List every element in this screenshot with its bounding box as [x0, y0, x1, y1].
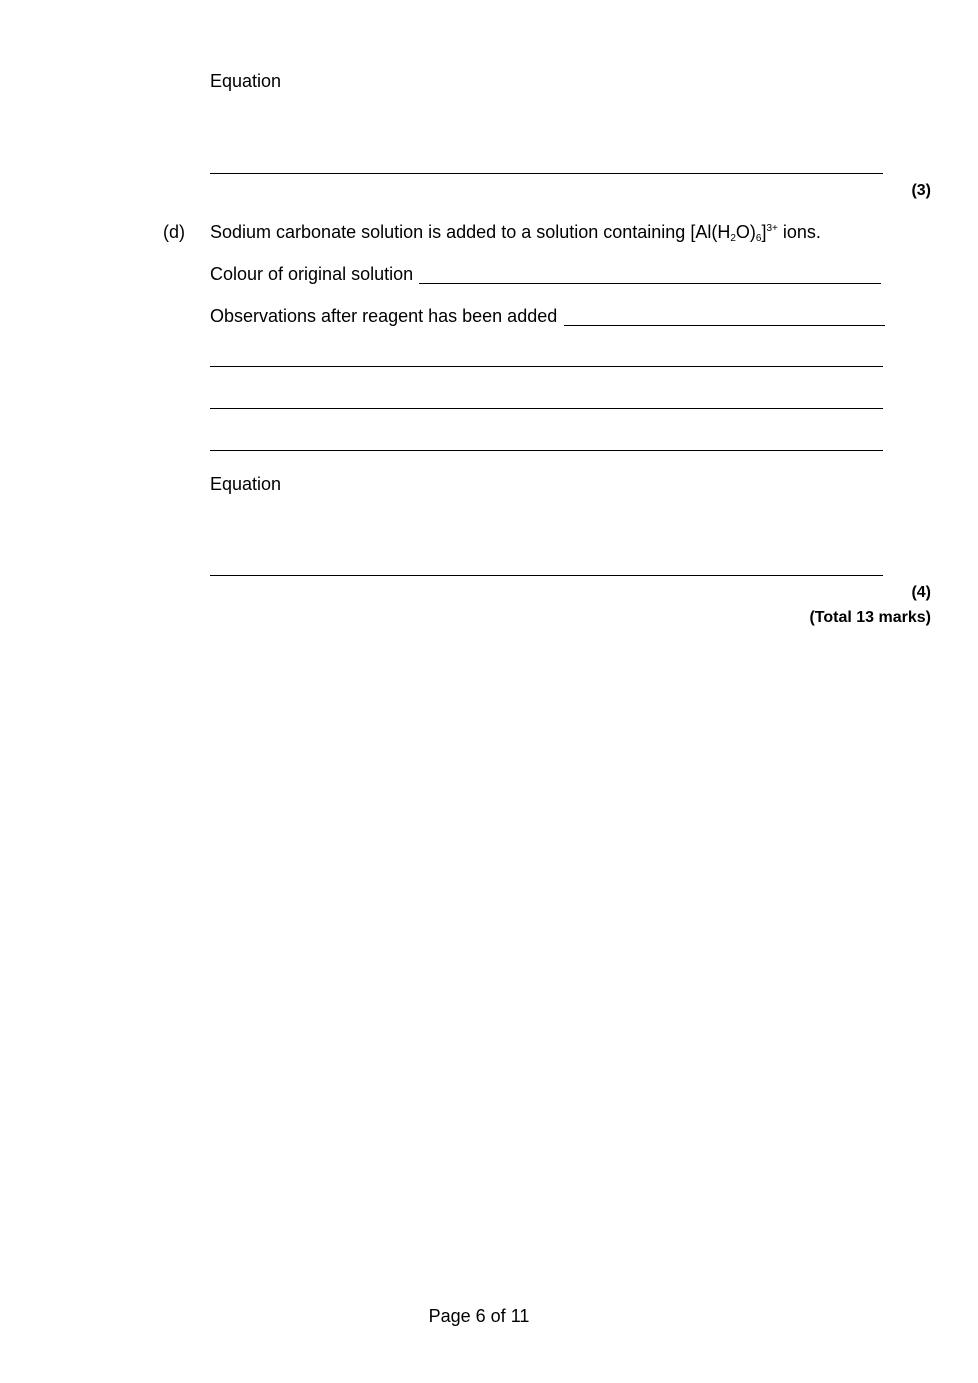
answer-line-observations-3[interactable]: [210, 408, 883, 409]
formula-subscript-6: 6: [755, 233, 762, 244]
answer-line-observations-4[interactable]: [210, 450, 883, 451]
answer-line-colour[interactable]: [419, 283, 881, 284]
marks-c: (3): [911, 182, 931, 199]
answer-line-observations-2[interactable]: [210, 366, 883, 367]
question-text-before: Sodium carbonate solution is added to a solution containing [Al(H: [210, 222, 731, 242]
question-label-d: (d): [163, 222, 185, 242]
formula-subscript-2: 2: [730, 233, 736, 244]
equation-label-c: Equation: [210, 71, 282, 91]
question-text-mid1: O): [735, 222, 756, 242]
question-text-d: [210, 221, 821, 243]
formula-superscript-charge: 3+: [766, 223, 778, 234]
answer-line-observations[interactable]: [564, 325, 885, 326]
question-text-after: ions.: [777, 222, 821, 242]
observations-label: Observations after reagent has been added: [210, 306, 558, 326]
page-number: Page 6 of 11: [428, 1306, 530, 1326]
marks-d: (4): [911, 584, 931, 601]
answer-line-equation-c[interactable]: [210, 173, 883, 174]
total-marks: (Total 13 marks): [809, 609, 931, 626]
equation-label-d: Equation: [210, 474, 282, 494]
colour-label: Colour of original solution: [210, 264, 414, 284]
question-text-mid2: ]: [761, 222, 767, 242]
answer-line-equation-d[interactable]: [210, 575, 883, 576]
